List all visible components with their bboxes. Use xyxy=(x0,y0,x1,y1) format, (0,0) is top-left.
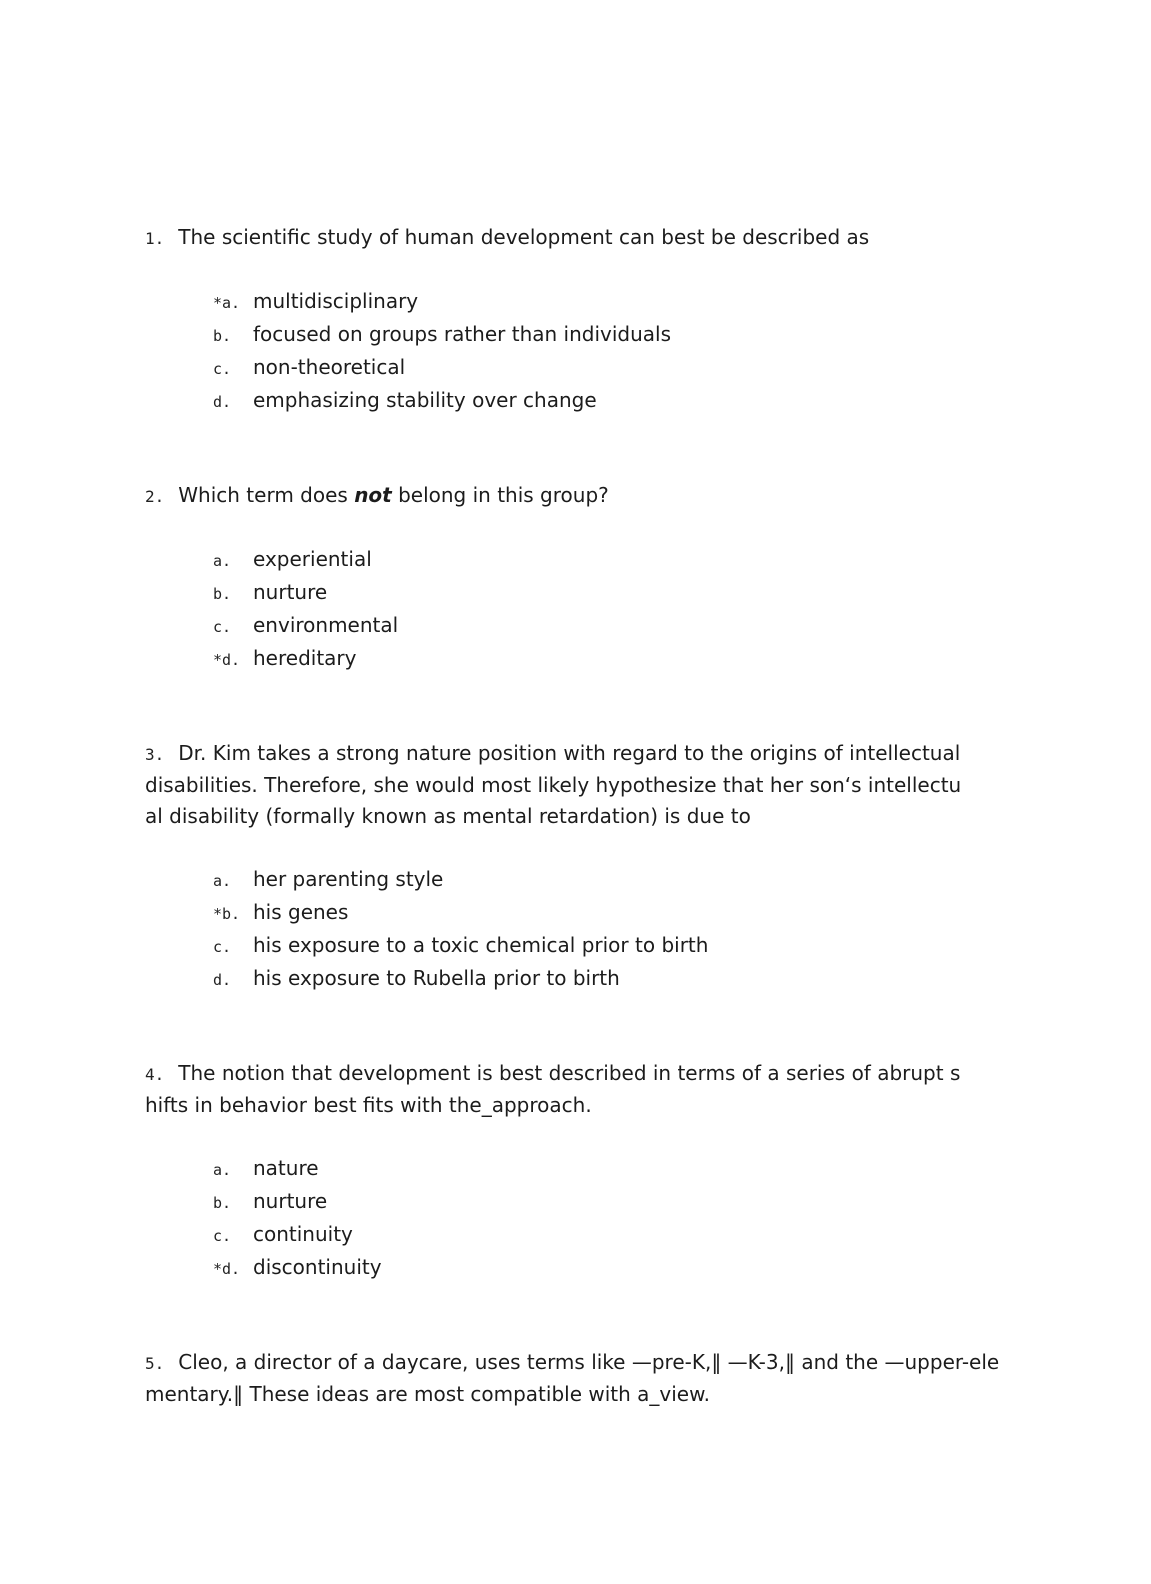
question-text-line xyxy=(145,1347,1011,1379)
option-text: focused on groups rather than individuals xyxy=(253,322,672,346)
option-row xyxy=(213,643,1011,676)
option-row xyxy=(213,897,1011,930)
option-text: her parenting style xyxy=(253,867,444,891)
option-list xyxy=(213,864,1011,996)
question-text: mentary.‖ These ideas are most compatible with a_view. xyxy=(145,1382,710,1406)
question-text: belong in this group? xyxy=(391,483,609,507)
question xyxy=(145,738,1011,996)
question-text-line xyxy=(145,770,1011,801)
option-row xyxy=(213,1219,1011,1252)
option-row xyxy=(213,385,1011,418)
option-label: *a. xyxy=(213,294,241,312)
question-number: 5. xyxy=(145,1354,165,1373)
option-label: *d. xyxy=(213,1260,241,1278)
question-text: The notion that development is best described in terms of a series of abrupt s xyxy=(178,1061,961,1085)
option-row xyxy=(213,286,1011,319)
option-label: b. xyxy=(213,327,232,345)
question-list xyxy=(145,222,1011,1410)
option-list xyxy=(213,544,1011,676)
option-label: d. xyxy=(213,971,232,989)
option-label: c. xyxy=(213,938,232,956)
question-text: Which term does xyxy=(178,483,355,507)
question-text-line xyxy=(145,738,1011,770)
option-text: discontinuity xyxy=(253,1255,382,1279)
question xyxy=(145,222,1011,418)
option-label: c. xyxy=(213,1227,232,1245)
option-text: hereditary xyxy=(253,646,357,670)
question-text-line xyxy=(145,1379,1011,1410)
option-row xyxy=(213,544,1011,577)
question-text: Dr. Kim takes a strong nature position with regard to the origins of intellectual xyxy=(178,741,961,765)
question-text: hifts in behavior best fits with the_approach. xyxy=(145,1093,592,1117)
question-text-line xyxy=(145,1058,1011,1090)
option-text: experiential xyxy=(253,547,372,571)
option-row xyxy=(213,963,1011,996)
option-text: his exposure to a toxic chemical prior to birth xyxy=(253,933,709,957)
question-number: 1. xyxy=(145,229,165,248)
option-row xyxy=(213,930,1011,963)
question-text: Cleo, a director of a daycare, uses terms like —pre-K,‖ —K-3,‖ and the —upper-ele xyxy=(178,1350,1000,1374)
question-number: 2. xyxy=(145,487,165,506)
option-label: a. xyxy=(213,872,232,890)
question-text: The scientific study of human development can best be described as xyxy=(178,225,870,249)
question-text-line xyxy=(145,801,1011,832)
option-text: his genes xyxy=(253,900,349,924)
option-row xyxy=(213,864,1011,897)
question-text: al disability (formally known as mental retardation) is due to xyxy=(145,804,751,828)
question-number: 4. xyxy=(145,1065,165,1084)
option-text: non-theoretical xyxy=(253,355,406,379)
option-list xyxy=(213,1153,1011,1285)
option-label: b. xyxy=(213,585,232,603)
question-text-line xyxy=(145,480,1011,512)
question-text: disabilities. Therefore, she would most likely hypothesize that her son‘s intellectu xyxy=(145,773,962,797)
option-label: a. xyxy=(213,552,232,570)
question-text: not xyxy=(354,483,392,507)
option-row xyxy=(213,319,1011,352)
option-row xyxy=(213,352,1011,385)
option-text: nurture xyxy=(253,1189,328,1213)
option-list xyxy=(213,286,1011,418)
option-text: multidisciplinary xyxy=(253,289,419,313)
option-label: *b. xyxy=(213,905,241,923)
option-row xyxy=(213,577,1011,610)
option-label: b. xyxy=(213,1194,232,1212)
question-text-line xyxy=(145,222,1011,254)
option-text: nature xyxy=(253,1156,319,1180)
question-text-line xyxy=(145,1090,1011,1121)
option-label: c. xyxy=(213,618,232,636)
option-label: *d. xyxy=(213,651,241,669)
option-label: c. xyxy=(213,360,232,378)
option-row xyxy=(213,1252,1011,1285)
question-number: 3. xyxy=(145,745,165,764)
option-row xyxy=(213,1153,1011,1186)
option-text: environmental xyxy=(253,613,399,637)
option-row xyxy=(213,610,1011,643)
question xyxy=(145,480,1011,676)
question xyxy=(145,1347,1011,1410)
option-text: continuity xyxy=(253,1222,353,1246)
option-row xyxy=(213,1186,1011,1219)
option-label: a. xyxy=(213,1161,232,1179)
option-text: nurture xyxy=(253,580,328,604)
question xyxy=(145,1058,1011,1285)
option-text: his exposure to Rubella prior to birth xyxy=(253,966,620,990)
option-label: d. xyxy=(213,393,232,411)
option-text: emphasizing stability over change xyxy=(253,388,597,412)
